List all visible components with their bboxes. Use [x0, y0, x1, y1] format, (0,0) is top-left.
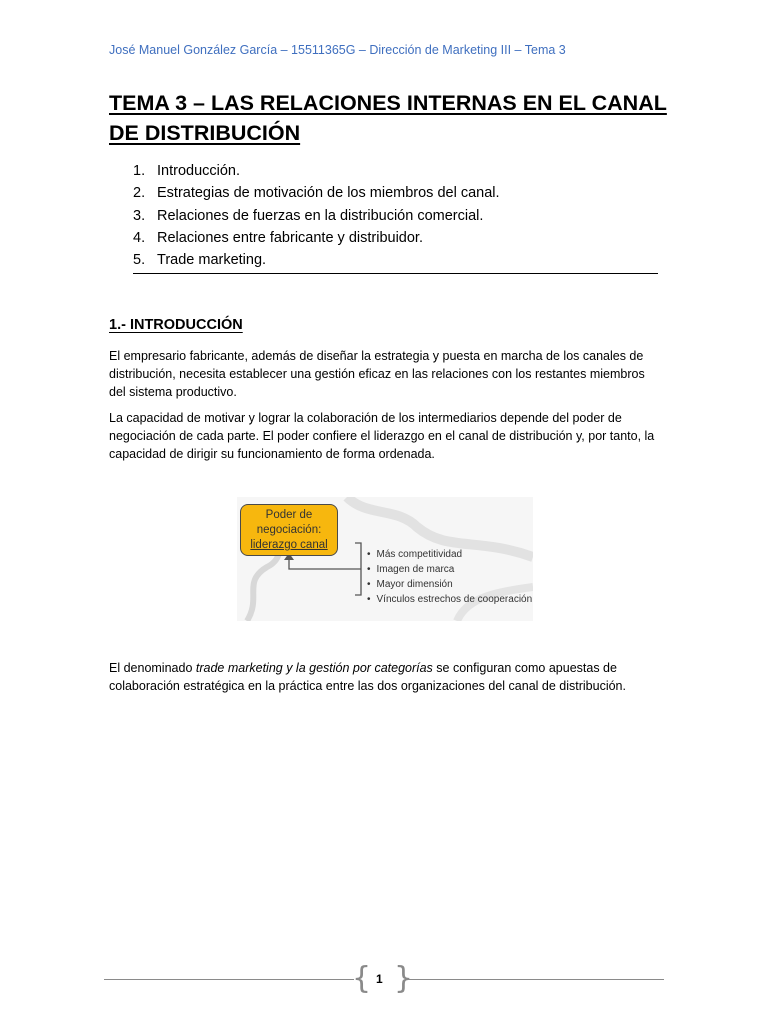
toc-number: 4.	[133, 229, 146, 246]
running-header: José Manuel González García – 15511365G – Dirección de Marketing III – Tema 3	[109, 43, 566, 57]
paragraph-text: El denominado	[109, 661, 196, 675]
footer-rule	[104, 979, 354, 980]
paragraph: El empresario fabricante, además de diseñar la estrategia y puesta en marcha de los canales de distribución, necesita establecer una gestión eficaz en las relaciones con los restantes miembros del sistema productivo.	[109, 349, 645, 399]
footer-left-bracket: {	[352, 961, 372, 996]
toc-label: Introducción.	[157, 163, 241, 179]
toc-item	[133, 227, 658, 249]
benefits-list	[367, 547, 532, 607]
benefit-item: • Vínculos estrechos de cooperación	[367, 592, 532, 607]
toc-item	[133, 205, 658, 227]
box-text: negociación:	[256, 524, 322, 536]
toc-number: 3.	[133, 207, 146, 224]
footer-rule	[408, 979, 664, 980]
paragraph	[109, 659, 659, 695]
benefit-item: • Imagen de marca	[367, 562, 532, 577]
toc-number: 5.	[133, 252, 146, 269]
negotiation-power-figure	[237, 497, 533, 621]
toc-label: Relaciones entre fabricante y distribuidor.	[157, 229, 423, 246]
toc-label: Estrategias de motivación de los miembros del canal.	[157, 185, 500, 202]
toc-number: 1.	[133, 163, 146, 179]
benefit-item: • Más competitividad	[367, 547, 532, 562]
toc-item	[133, 249, 658, 271]
section-heading: 1.- INTRODUCCIÓN	[109, 317, 243, 333]
emphasized-text: trade marketing y la gestión por categorías	[195, 661, 433, 675]
box-text: liderazgo canal	[250, 539, 328, 551]
footer-right-bracket: }	[394, 961, 414, 996]
toc-number: 2.	[133, 185, 146, 202]
document-title: TEMA 3 – LAS RELACIONES INTERNAS EN EL CANAL DE DISTRIBUCIÓN	[109, 91, 667, 145]
table-of-contents	[133, 160, 658, 274]
toc-label: Trade marketing.	[157, 252, 267, 269]
paragraph: La capacidad de motivar y lograr la colaboración de los intermediarios depende del poder de negociación de cada parte. El poder confiere el liderazgo en el canal de distribución y, por tanto, la capacidad de dirigir su funcionamiento de forma ordenada.	[109, 411, 655, 461]
page-number: 1	[376, 972, 383, 986]
toc-item	[133, 160, 658, 182]
paragraph-text: se configuran como apuestas de colaboración estratégica en la práctica entre las dos organizaciones del canal de distribución.	[109, 661, 626, 693]
toc-label: Relaciones de fuerzas en la distribución comercial.	[157, 207, 484, 224]
negotiation-power-box	[240, 504, 338, 556]
toc-item	[133, 182, 658, 204]
benefit-item: • Mayor dimensión	[367, 577, 532, 592]
box-text: Poder de	[265, 509, 313, 521]
